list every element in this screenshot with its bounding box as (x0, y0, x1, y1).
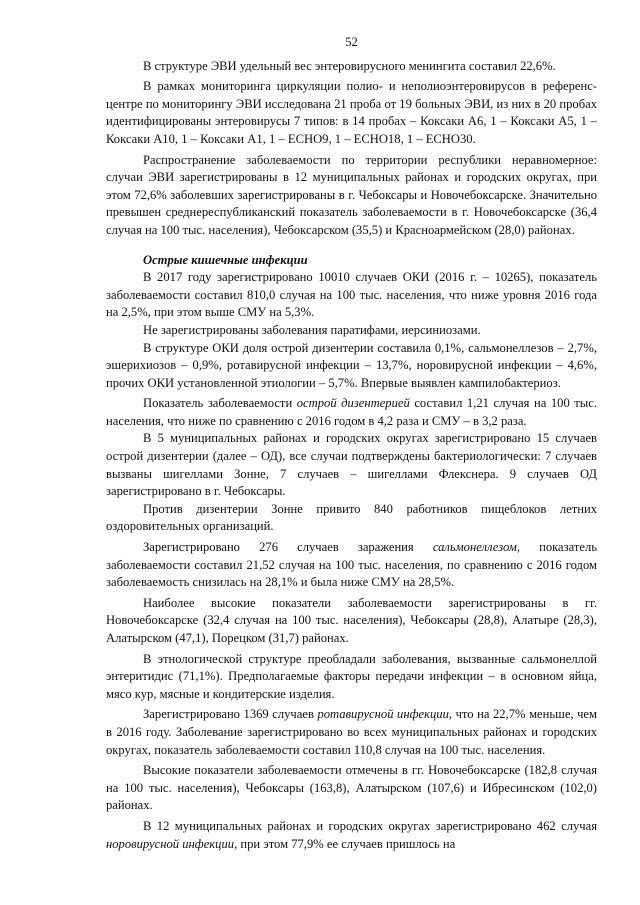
paragraph-dysentery-rate: Показатель заболеваемости острой дизентерией составил 1,21 случая на 100 тыс. населения, что ниже по сравнению с 2016 годом в 4,2 раза и СМУ – в 3,2 раза. (106, 396, 598, 428)
paragraph-vaccination: Против дизентерии Зонне привито 840 работников пищеблоков летних оздоровительных организаций. (106, 501, 597, 534)
paragraph-salmonella-regions: Наиболее высокие показатели заболеваемости зарегистрированы в гг. Новочебоксарске (32,4 случая на 100 тыс. населения), Чебоксары (28,8), Алатыре (28,3), Алатырском (47,1), Порецком (31,7) районах. (106, 595, 597, 645)
paragraph-dysentery-cases: В 5 муниципальных районах и городских округах зарегистрировано 15 случаев острой дизентерии (далее – ОД), все случаи подтверждены бактериологически: 7 случаев вызваны шигеллами Зонне, 7 случаев – шигеллами Флекснера. 9 случаев ОД зарегистрировано в г. Чебоксары. (106, 431, 597, 499)
paragraph-evi-meningitis: В структуре ЭВИ удельный вес энтеровирусного менингита составил 22,6%. (143, 58, 556, 73)
document-page (106, 34, 597, 853)
paragraph-no-paratyphoid: Не зарегистрированы заболевания паратифами, иерсиниозами. (143, 322, 481, 337)
page-number: 52 (345, 35, 358, 49)
paragraph-rotavirus: Зарегистрировано 1369 случаев ротавирусной инфекции, что на 22,7% меньше, чем в 2016 году. Заболевание зарегистрировано во всех муниципальных районах и городских округах, показатель заболеваемости составил 110,8 случая на 100 тыс. населения. (106, 707, 597, 757)
paragraph-salmonella: Зарегистрировано 276 случаев заражения сальмонеллезом, показатель заболеваемости составил 21,52 случая на 100 тыс. населения, по сравнению с 2016 годом заболеваемость снизилась на 28,1% и была ниже СМУ на 28,5%. (106, 540, 597, 590)
paragraph-etiology: В этнологической структуре преобладали заболевания, вызванные сальмонеллой энтеритидис (71,1%). Предполагаемые факторы передачи инфекции – в основном яйца, мясо кур, мясные и кондитерские изделия. (106, 651, 597, 701)
paragraph-distribution: Распространение заболеваемости по территории республики неравномерное: случаи ЭВИ зарегистрированы в 12 муниципальных районах и городских округах, при этом 72,6% заболевших зарегистрированы в г. Чебоксары и Новочебоксарске. Значительно превышен среднереспубликанский показатель заболеваемости в г. Новочебоксарске (36,4 случая на 100 тыс. населения), Чебоксарском (35,5) и Красноармейском (28,0) районах. (106, 152, 597, 237)
paragraph-rotavirus-regions: Высокие показатели заболеваемости отмечены в гг. Новочебоксарске (182,8 случая на 100 тыс. населения), Чебоксары (163,8), Алатырском (107,6) и Ибресинском (102,0) районах. (106, 763, 597, 813)
paragraph-oki-total: В 2017 году зарегистрировано 10010 случаев ОКИ (2016 г. – 10265), показатель заболеваемости составил 810,0 случая на 100 тыс. населения, что ниже уровня 2016 года на 2,5%, при этом выше СМУ на 5,3%. (106, 270, 597, 320)
section-heading: Острые кишечные инфекции (143, 252, 308, 267)
paragraph-monitoring: В рамках мониторинга циркуляции полио- и неполиоэнтеровирусов в референс-центре по мониторингу ЭВИ исследована 21 проба от 19 больных ЭВИ, из них в 20 пробах идентифицированы энтеровирусы 7 типов: в 14 пробах – Коксаки А6, 1 – Коксаки А5, 1 – Коксаки А10, 1 – Коксаки А1, 1 – ЕСНО9, 1 – ЕСНО18, 1 – ЕСНО30. (106, 79, 597, 146)
paragraph-oki-structure: В структуре ОКИ доля острой дизентерии составила 0,1%, сальмонеллезов – 2,7%, эшерихиозов – 0,9%, ротавирусной инфекции – 13,7%, норовирусной инфекции – 4,6%, прочих ОКИ установленной этиологии – 5,7%. Впервые выявлен кампилобактериоз. (106, 340, 597, 390)
paragraph-norovirus: В 12 муниципальных районах и городских округах зарегистрировано 462 случая норовирусной инфекции, при этом 77,9% ее случаев пришлось на (106, 818, 597, 851)
